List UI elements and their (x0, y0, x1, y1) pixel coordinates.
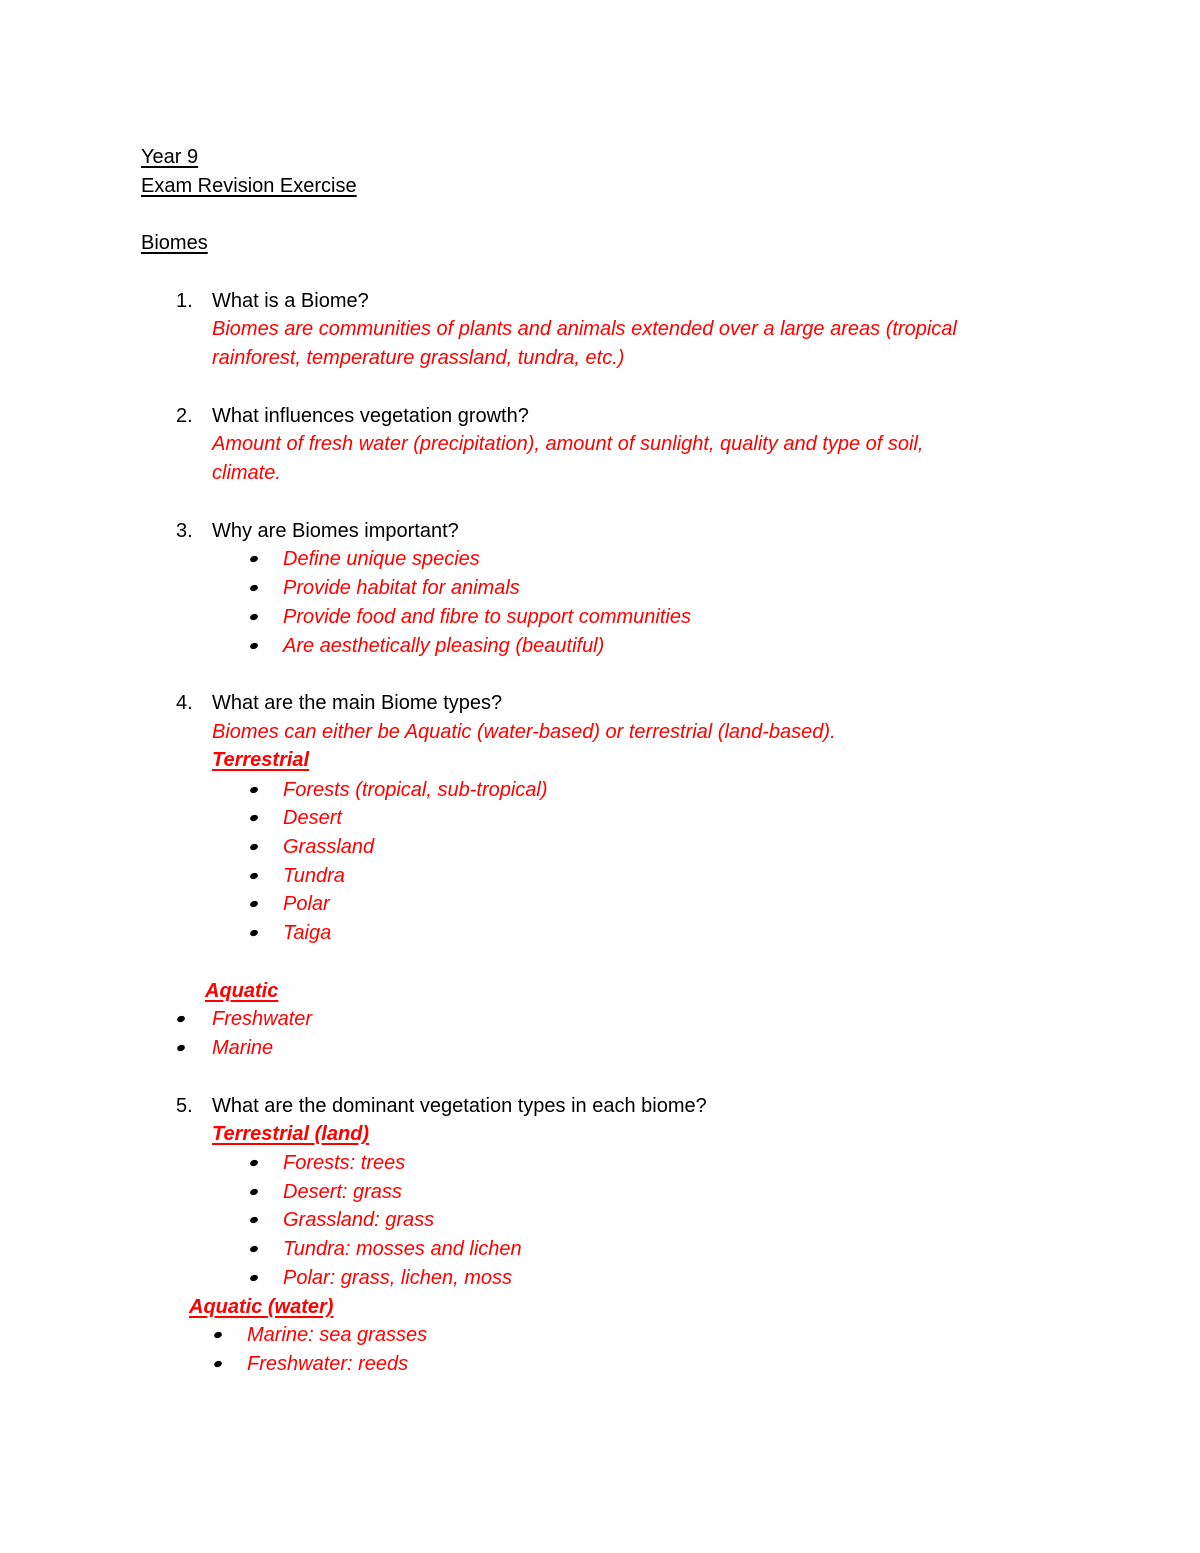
answer-2-line-2: climate. (212, 462, 281, 484)
answer-4: Biomes can either be Aquatic (water-based) or terrestrial (land-based). (212, 721, 836, 743)
bullet-icon (249, 1245, 259, 1253)
terrestrial-heading: Terrestrial (212, 749, 310, 771)
bullet-icon (249, 872, 259, 880)
question-1: What is a Biome? (212, 290, 369, 312)
aquatic-water-heading: Aquatic (water) (189, 1296, 334, 1318)
bullet-icon (249, 929, 259, 937)
bullet-icon (249, 843, 259, 851)
list-item: Grassland: grass (283, 1209, 435, 1231)
bullet-icon (249, 1188, 259, 1196)
bullet-icon (249, 613, 259, 621)
answer-1-line-1: Biomes are communities of plants and animals extended over a large areas (tropical (212, 318, 957, 340)
bullet-icon (249, 1274, 259, 1282)
bullet-icon (176, 1015, 186, 1023)
year-label: Year 9 (141, 146, 199, 168)
list-item: Freshwater: reeds (247, 1353, 409, 1375)
list-item: Are aesthetically pleasing (beautiful) (283, 635, 605, 657)
bullet-icon (249, 786, 259, 794)
list-item: Marine (212, 1037, 274, 1059)
question-2: What influences vegetation growth? (212, 405, 529, 427)
bullet-icon (213, 1360, 223, 1368)
list-item: Tundra (283, 865, 345, 887)
list-item: Provide food and fibre to support communities (283, 606, 691, 628)
question-number: 5. (176, 1095, 193, 1117)
bullet-icon (249, 814, 259, 822)
list-item: Grassland (283, 836, 375, 858)
question-number: 3. (176, 520, 193, 542)
section-title: Biomes (141, 232, 208, 254)
list-item: Polar: grass, lichen, moss (283, 1267, 512, 1289)
list-item: Taiga (283, 922, 332, 944)
list-item: Tundra: mosses and lichen (283, 1238, 522, 1260)
question-number: 1. (176, 290, 193, 312)
list-item: Provide habitat for animals (283, 577, 520, 599)
bullet-icon (249, 642, 259, 650)
list-item: Marine: sea grasses (247, 1324, 428, 1346)
document-title: Exam Revision Exercise (141, 175, 357, 197)
question-3: Why are Biomes important? (212, 520, 459, 542)
answer-2-line-1: Amount of fresh water (precipitation), amount of sunlight, quality and type of soil, (212, 433, 924, 455)
terrestrial-land-heading: Terrestrial (land) (212, 1123, 370, 1145)
question-number: 2. (176, 405, 193, 427)
list-item: Define unique species (283, 548, 480, 570)
bullet-icon (176, 1044, 186, 1052)
list-item: Desert: grass (283, 1181, 402, 1203)
list-item: Desert (283, 807, 342, 829)
bullet-icon (249, 555, 259, 563)
list-item: Freshwater (212, 1008, 313, 1030)
question-4: What are the main Biome types? (212, 692, 503, 714)
question-number: 4. (176, 692, 193, 714)
answer-1-line-2: rainforest, temperature grassland, tundra, etc.) (212, 347, 625, 369)
bullet-icon (249, 584, 259, 592)
aquatic-heading: Aquatic (205, 980, 279, 1002)
bullet-icon (249, 1216, 259, 1224)
bullet-icon (213, 1331, 223, 1339)
list-item: Forests: trees (283, 1152, 406, 1174)
bullet-icon (249, 900, 259, 908)
question-5: What are the dominant vegetation types in each biome? (212, 1095, 707, 1117)
bullet-icon (249, 1159, 259, 1167)
list-item: Polar (283, 893, 330, 915)
list-item: Forests (tropical, sub-tropical) (283, 779, 548, 801)
